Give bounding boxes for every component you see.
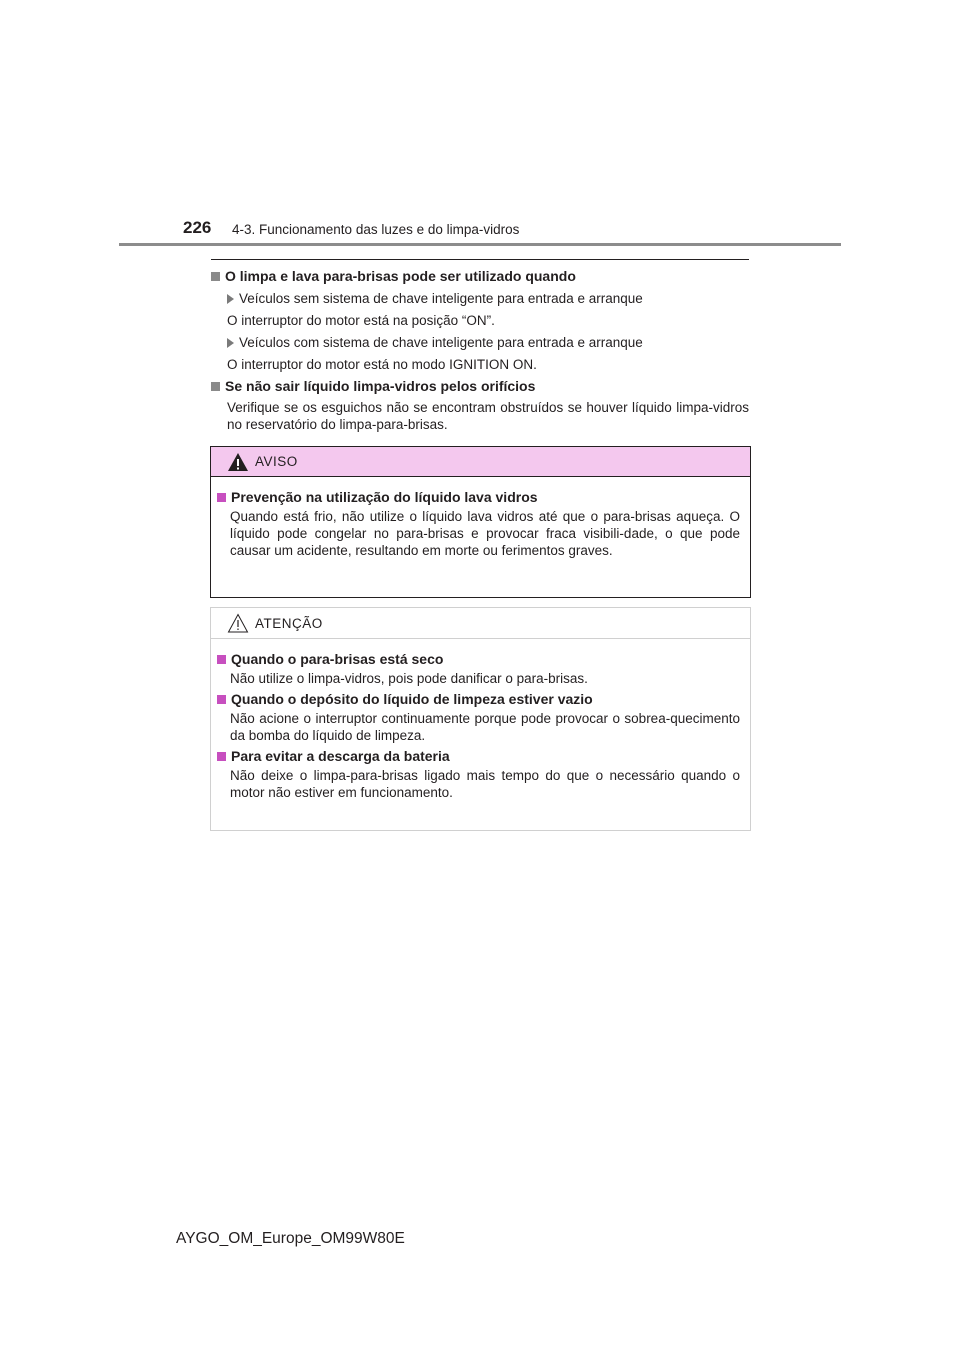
document-id: AYGO_OM_Europe_OM99W80E [176, 1230, 405, 1247]
caution-text: Não utilize o limpa-vidros, pois pode danificar o para-brisas. [230, 671, 588, 686]
body-text: O interruptor do motor está no modo IGNITION ON. [227, 357, 537, 372]
warning-icon [227, 452, 249, 472]
header-divider [119, 243, 841, 246]
square-bullet-icon [217, 655, 226, 664]
warning-box-body [211, 477, 750, 559]
caution-icon [227, 613, 249, 633]
caution-heading-text: Quando o para-brisas está seco [231, 651, 444, 667]
square-bullet-icon [217, 695, 226, 704]
warning-box [210, 446, 751, 598]
triangle-bullet-icon [227, 338, 234, 348]
caution-heading-text: Quando o depósito do líquido de limpeza estiver vazio [231, 691, 593, 707]
page-number: 226 [183, 218, 212, 237]
caution-box-header [211, 608, 750, 639]
section-heading [211, 267, 749, 286]
caution-heading [217, 747, 740, 766]
caution-box [210, 607, 751, 831]
condition-label: Veículos com sistema de chave inteligente para entrada e arranque [239, 335, 643, 350]
condition-label: Veículos sem sistema de chave inteligente para entrada e arranque [239, 291, 643, 306]
triangle-bullet-icon [227, 294, 234, 304]
warning-heading [217, 488, 740, 507]
section-heading-text: O limpa e lava para-brisas pode ser utilizado quando [225, 268, 576, 284]
caution-label: ATENÇÃO [255, 615, 323, 631]
square-bullet-icon [211, 382, 220, 391]
condition-item [227, 333, 749, 352]
caution-box-body [211, 639, 750, 801]
section-heading [211, 377, 749, 396]
body-text: Verifique se os esguichos não se encontram obstruídos se houver líquido limpa-vidros no reservatório do limpa-para-brisas. [227, 400, 749, 432]
caution-text: Não acione o interruptor continuamente porque pode provocar o sobrea-quecimento da bomba do líquido de limpeza. [230, 711, 740, 743]
caution-heading-text: Para evitar a descarga da bateria [231, 748, 450, 764]
main-content [211, 259, 749, 437]
warning-label: AVISO [255, 454, 298, 469]
caution-text: Não deixe o limpa-para-brisas ligado mais tempo do que o necessário quando o motor não estiver em funcionamento. [230, 768, 740, 800]
warning-heading-text: Prevenção na utilização do líquido lava vidros [231, 489, 538, 505]
section-title: 4-3. Funcionamento das luzes e do limpa-vidros [232, 222, 520, 237]
warning-box-header [211, 447, 750, 477]
caution-heading [217, 690, 740, 709]
square-bullet-icon [211, 272, 220, 281]
warning-text: Quando está frio, não utilize o líquido lava vidros até que o para-brisas aqueça. O líquido pode congelar no para-brisas e provocar fraca visibili-dade, o que pode causar um acidente, resultando em morte ou ferimentos graves. [230, 509, 740, 558]
condition-item [227, 289, 749, 308]
content-divider [211, 259, 749, 260]
square-bullet-icon [217, 752, 226, 761]
body-text: O interruptor do motor está na posição “ON”. [227, 313, 495, 328]
caution-heading [217, 650, 740, 669]
section-heading-text: Se não sair líquido limpa-vidros pelos orifícios [225, 378, 536, 394]
square-bullet-icon [217, 493, 226, 502]
